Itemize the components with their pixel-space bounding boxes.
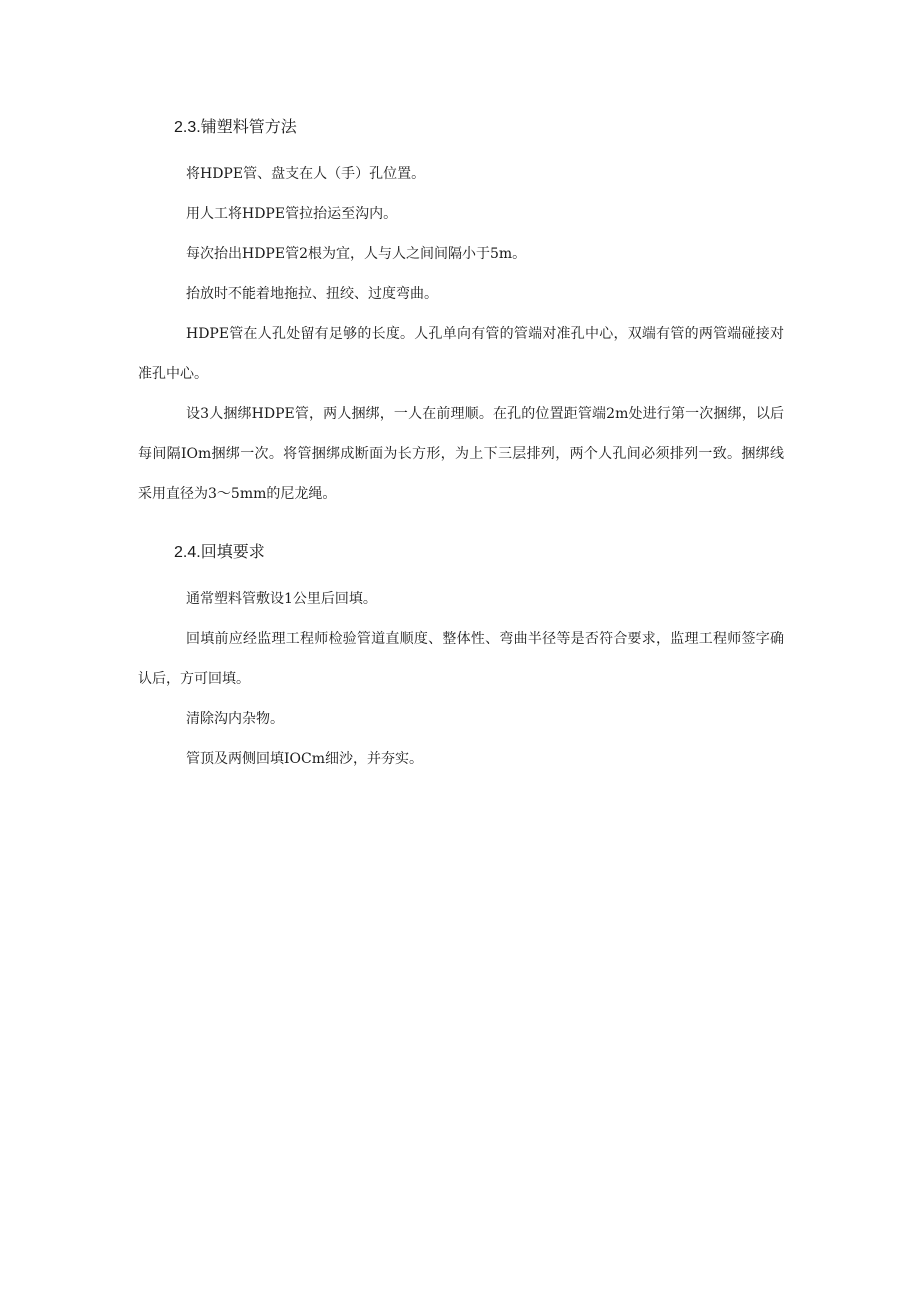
paragraph: 清除沟内杂物。 xyxy=(186,711,284,727)
paragraph: 用人工将HDPE管拉抬运至沟内。 xyxy=(186,206,398,222)
paragraph: HDPE管在人孔处留有足够的长度。人孔单向有管的管端对准孔中心，双端有管的两管端碰接对准孔中心。 xyxy=(138,326,784,382)
section-heading: 2.3.铺塑料管方法 xyxy=(174,119,297,136)
paragraph: 管顶及两侧回填IOCm细沙，并夯实。 xyxy=(186,751,423,767)
paragraph: 抬放时不能着地拖拉、扭绞、过度弯曲。 xyxy=(186,286,438,302)
paragraph: 将HDPE管、盘支在人（手）孔位置。 xyxy=(186,166,426,182)
paragraph: 通常塑料管敷设1公里后回填。 xyxy=(186,591,377,607)
section-body xyxy=(138,579,784,779)
section-heading: 2.4.回填要求 xyxy=(174,544,265,561)
paragraph: 每次抬出HDPE管2根为宜，人与人之间间隔小于5m。 xyxy=(186,246,527,262)
section-2-3 xyxy=(138,118,784,514)
paragraph: 回填前应经监理工程师检验管道直顺度、整体性、弯曲半径等是否符合要求，监理工程师签字确认后，方可回填。 xyxy=(138,631,784,687)
paragraph: 设3人捆绑HDPE管，两人捆绑，一人在前理顺。在孔的位置距管端2m处进行第一次捆绑，以后每间隔IOm捆绑一次。将管捆绑成断面为长方形，为上下三层排列，两个人孔间必须排列一致。捆绑线采用直径为3～5mm的尼龙绳。 xyxy=(138,406,784,502)
section-2-4 xyxy=(138,543,784,779)
section-body xyxy=(138,154,784,514)
